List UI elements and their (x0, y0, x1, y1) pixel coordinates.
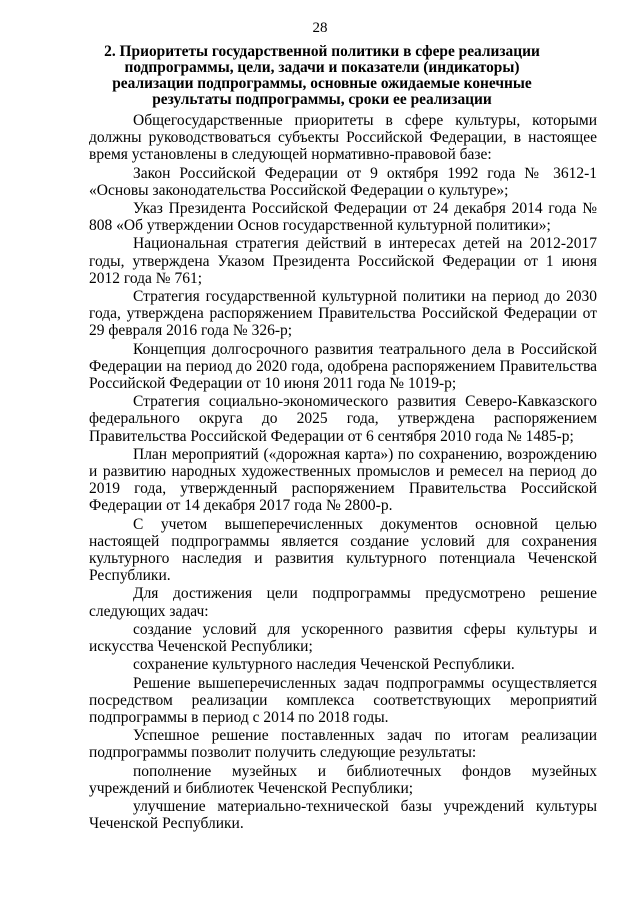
paragraph: Общегосударственные приоритеты в сфере культуры, которыми должны руководствоваться субъекты Российской Федерации, в настоящее время установлены в следующей нормативно-правовой базе: (89, 112, 597, 164)
paragraph: Национальная стратегия действий в интересах детей на 2012-2017 годы, утверждена Указом Президента Российской Федерации от 1 июня 2012 года № 761; (89, 235, 597, 287)
paragraph: пополнение музейных и библиотечных фондов музейных учреждений и библиотек Чеченской Республики; (89, 762, 597, 797)
paragraph: создание условий для ускоренного развития сферы культуры и искусства Чеченской Республики; (89, 620, 597, 656)
paragraph: Успешное решение поставленных задач по итогам реализации подпрограммы позволит получить следующие результаты: (89, 727, 597, 762)
paragraph: Стратегия государственной культурной политики на период до 2030 года, утверждена распоряжением Правительства Российской Федерации от 29 февраля 2016 года № 326-р; (89, 288, 597, 340)
section-heading: 2. Приоритеты государственной политики в сфере реализации подпрограммы, цели, задачи и показатели (индикаторы) реализации подпрограммы, основные ожидаемые конечные результаты подпрограммы, сроки ее реализации (104, 43, 540, 108)
paragraph: Концепция долгосрочного развития театрального дела в Российской Федерации на период до 2020 года, одобрена распоряжением Правительства Российской Федерации от 10 июня 2011 года № 1019-р; (89, 340, 597, 393)
document-body (89, 112, 597, 833)
paragraph: Указ Президента Российской Федерации от 24 декабря 2014 года № 808 «Об утверждении Основ государственной культурной политики»; (89, 200, 597, 235)
paragraph: сохранение культурного наследия Чеченской Республики. (133, 656, 515, 674)
paragraph: Решение вышеперечисленных задач подпрограммы осуществляется посредством реализации комплекса соответствующих мероприятий подпрограммы в период с 2014 по 2018 годы. (89, 674, 597, 726)
paragraph: Для достижения цели подпрограммы предусмотрено решение следующих задач: (89, 585, 597, 620)
paragraph: Закон Российской Федерации от 9 октября 1992 года № 3612-1 «Основы законодательства Российской Федерации о культуре»; (89, 164, 597, 199)
paragraph: План мероприятий («дорожная карта») по сохранению, возрождению и развитию народных художественных промыслов и ремесел на период до 2019 года, утвержденный распоряжением Правительства Российской Федерации от 14 декабря 2017 года № 2800-р. (89, 445, 597, 515)
paragraph: Стратегия социально-экономического развития Северо-Кавказского федерального округа до 2025 года, утверждена распоряжением Правительства Российской Федерации от 6 сентября 2010 года № 1485-р; (89, 393, 597, 445)
page-number: 28 (312, 20, 328, 36)
paragraph: улучшение материально-технической базы учреждений культуры Чеченской Республики. (89, 797, 597, 833)
paragraph: С учетом вышеперечисленных документов основной целью настоящей подпрограммы является создание условий для сохранения культурного наследия и развития культурного потенциала Чеченской Республики. (89, 515, 597, 585)
